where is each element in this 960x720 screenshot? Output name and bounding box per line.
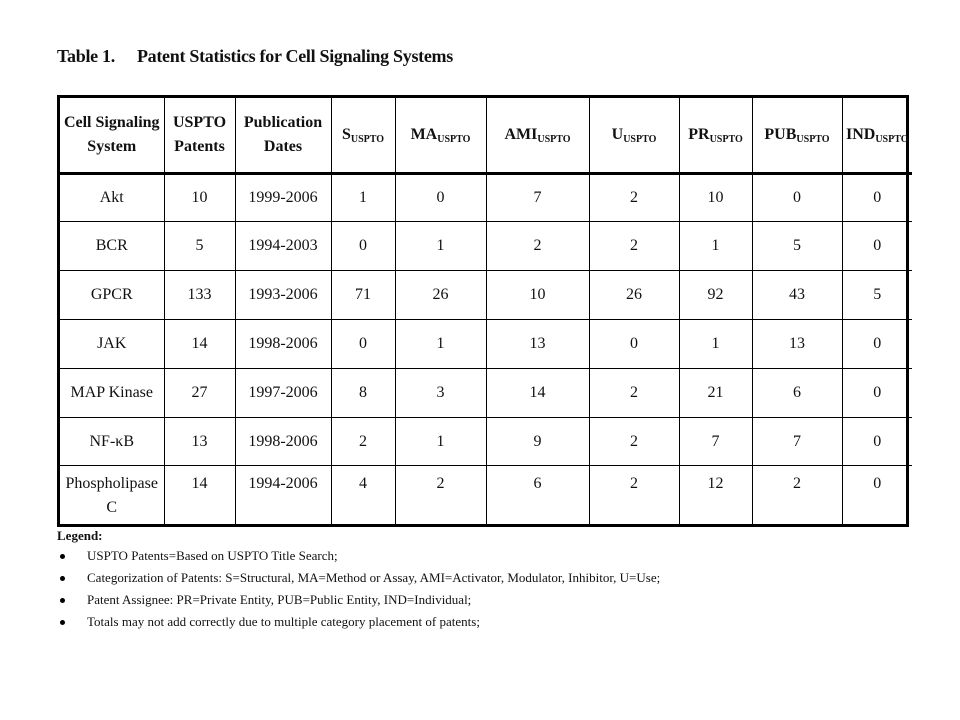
legend-title: Legend:: [57, 528, 103, 543]
table-frame: [57, 95, 909, 527]
table-cell: 0: [589, 319, 679, 368]
table-cell: 10: [486, 271, 589, 320]
table-row: [60, 368, 912, 417]
table-cell: 2: [752, 466, 842, 524]
legend-item: Categorization of Patents: S=Structural, MA=Method or Assay, AMI=Activator, Modulator, Inhibitor, U=Use;: [57, 567, 757, 589]
legend: [57, 527, 757, 633]
table-row: [60, 417, 912, 466]
table-cell: 0: [331, 319, 395, 368]
table-cell: 0: [842, 466, 912, 524]
table-cell: 14: [164, 319, 235, 368]
header-cell-pub: $PUB_{USPTO}$: [752, 98, 842, 173]
table-cell: 0: [842, 417, 912, 466]
table-cell: Akt: [60, 173, 164, 222]
table-cell: 2: [486, 222, 589, 271]
table-cell: 1998-2006: [235, 417, 331, 466]
table-cell: 1994-2003: [235, 222, 331, 271]
table-cell: 0: [842, 319, 912, 368]
table-cell: 8: [331, 368, 395, 417]
table-row: [60, 271, 912, 320]
table-cell: 2: [589, 417, 679, 466]
table-cell: 7: [752, 417, 842, 466]
table-cell: 2: [589, 368, 679, 417]
table-cell: 7: [679, 417, 752, 466]
table-cell: 26: [395, 271, 486, 320]
table-cell: 14: [486, 368, 589, 417]
table-cell: 6: [486, 466, 589, 524]
table-cell: 1994-2006: [235, 466, 331, 524]
table-number: Table 1.: [57, 46, 115, 66]
table-cell: 1: [679, 222, 752, 271]
header-cell-system: Cell Signaling System: [60, 98, 164, 173]
table-cell: 0: [842, 173, 912, 222]
table-title-text: Patent Statistics for Cell Signaling Systems: [136, 46, 453, 66]
table-cell: 2: [589, 222, 679, 271]
table-cell: 1999-2006: [235, 173, 331, 222]
table-cell: 13: [752, 319, 842, 368]
header-cell-ami: $AMI_{USPTO}$: [486, 98, 589, 173]
table-cell: 1: [395, 319, 486, 368]
table-cell: 26: [589, 271, 679, 320]
table-cell: NF-κB: [60, 417, 164, 466]
table-cell: 3: [395, 368, 486, 417]
legend-item: USPTO Patents=Based on USPTO Title Search;: [57, 545, 757, 567]
table-cell: 2: [331, 417, 395, 466]
table-cell: 4: [331, 466, 395, 524]
table-cell: 13: [164, 417, 235, 466]
patent-statistics-table: [60, 98, 912, 524]
table-cell: 71: [331, 271, 395, 320]
table-row: [60, 466, 912, 524]
table-cell: 1997-2006: [235, 368, 331, 417]
table-cell: MAP Kinase: [60, 368, 164, 417]
table-row: [60, 173, 912, 222]
table-cell: 1: [395, 222, 486, 271]
header-cell-patents: USPTO Patents: [164, 98, 235, 173]
table-title: [57, 46, 453, 67]
table-cell: 0: [842, 368, 912, 417]
table-cell: 1: [331, 173, 395, 222]
table-cell: 133: [164, 271, 235, 320]
table-cell: 1: [395, 417, 486, 466]
table-row: [60, 222, 912, 271]
table-cell: 21: [679, 368, 752, 417]
table-cell: Phospholipase C: [60, 466, 164, 524]
table-cell: 0: [395, 173, 486, 222]
header-cell-pr: $PR_{USPTO}$: [679, 98, 752, 173]
table-row: [60, 319, 912, 368]
legend-item: Totals may not add correctly due to multiple category placement of patents;: [57, 611, 757, 633]
header-row: [60, 98, 912, 173]
table-cell: 0: [331, 222, 395, 271]
table-cell: 0: [842, 222, 912, 271]
table-cell: 2: [589, 173, 679, 222]
header-cell-s: $S_{USPTO}$: [331, 98, 395, 173]
table-cell: 43: [752, 271, 842, 320]
header-cell-u: $U_{USPTO}$: [589, 98, 679, 173]
table-cell: 6: [752, 368, 842, 417]
table-cell: 27: [164, 368, 235, 417]
table-cell: GPCR: [60, 271, 164, 320]
table-cell: 12: [679, 466, 752, 524]
table-cell: 1: [679, 319, 752, 368]
table-cell: 7: [486, 173, 589, 222]
table-cell: 2: [589, 466, 679, 524]
legend-item: Patent Assignee: PR=Private Entity, PUB=Public Entity, IND=Individual;: [57, 589, 757, 611]
table-cell: JAK: [60, 319, 164, 368]
table-cell: 14: [164, 466, 235, 524]
table-cell: 13: [486, 319, 589, 368]
table-cell: BCR: [60, 222, 164, 271]
header-cell-dates: Publication Dates: [235, 98, 331, 173]
table-cell: 2: [395, 466, 486, 524]
table-cell: 9: [486, 417, 589, 466]
table-cell: 10: [679, 173, 752, 222]
table-cell: 1998-2006: [235, 319, 331, 368]
legend-list: [57, 545, 757, 633]
table-cell: 1993-2006: [235, 271, 331, 320]
table-cell: 0: [752, 173, 842, 222]
table-cell: 5: [842, 271, 912, 320]
table-cell: 5: [752, 222, 842, 271]
header-cell-ma: $MA_{USPTO}$: [395, 98, 486, 173]
table-cell: 92: [679, 271, 752, 320]
table-cell: 10: [164, 173, 235, 222]
table-cell: 5: [164, 222, 235, 271]
header-cell-ind: $IND_{USPTO}$: [842, 98, 912, 173]
